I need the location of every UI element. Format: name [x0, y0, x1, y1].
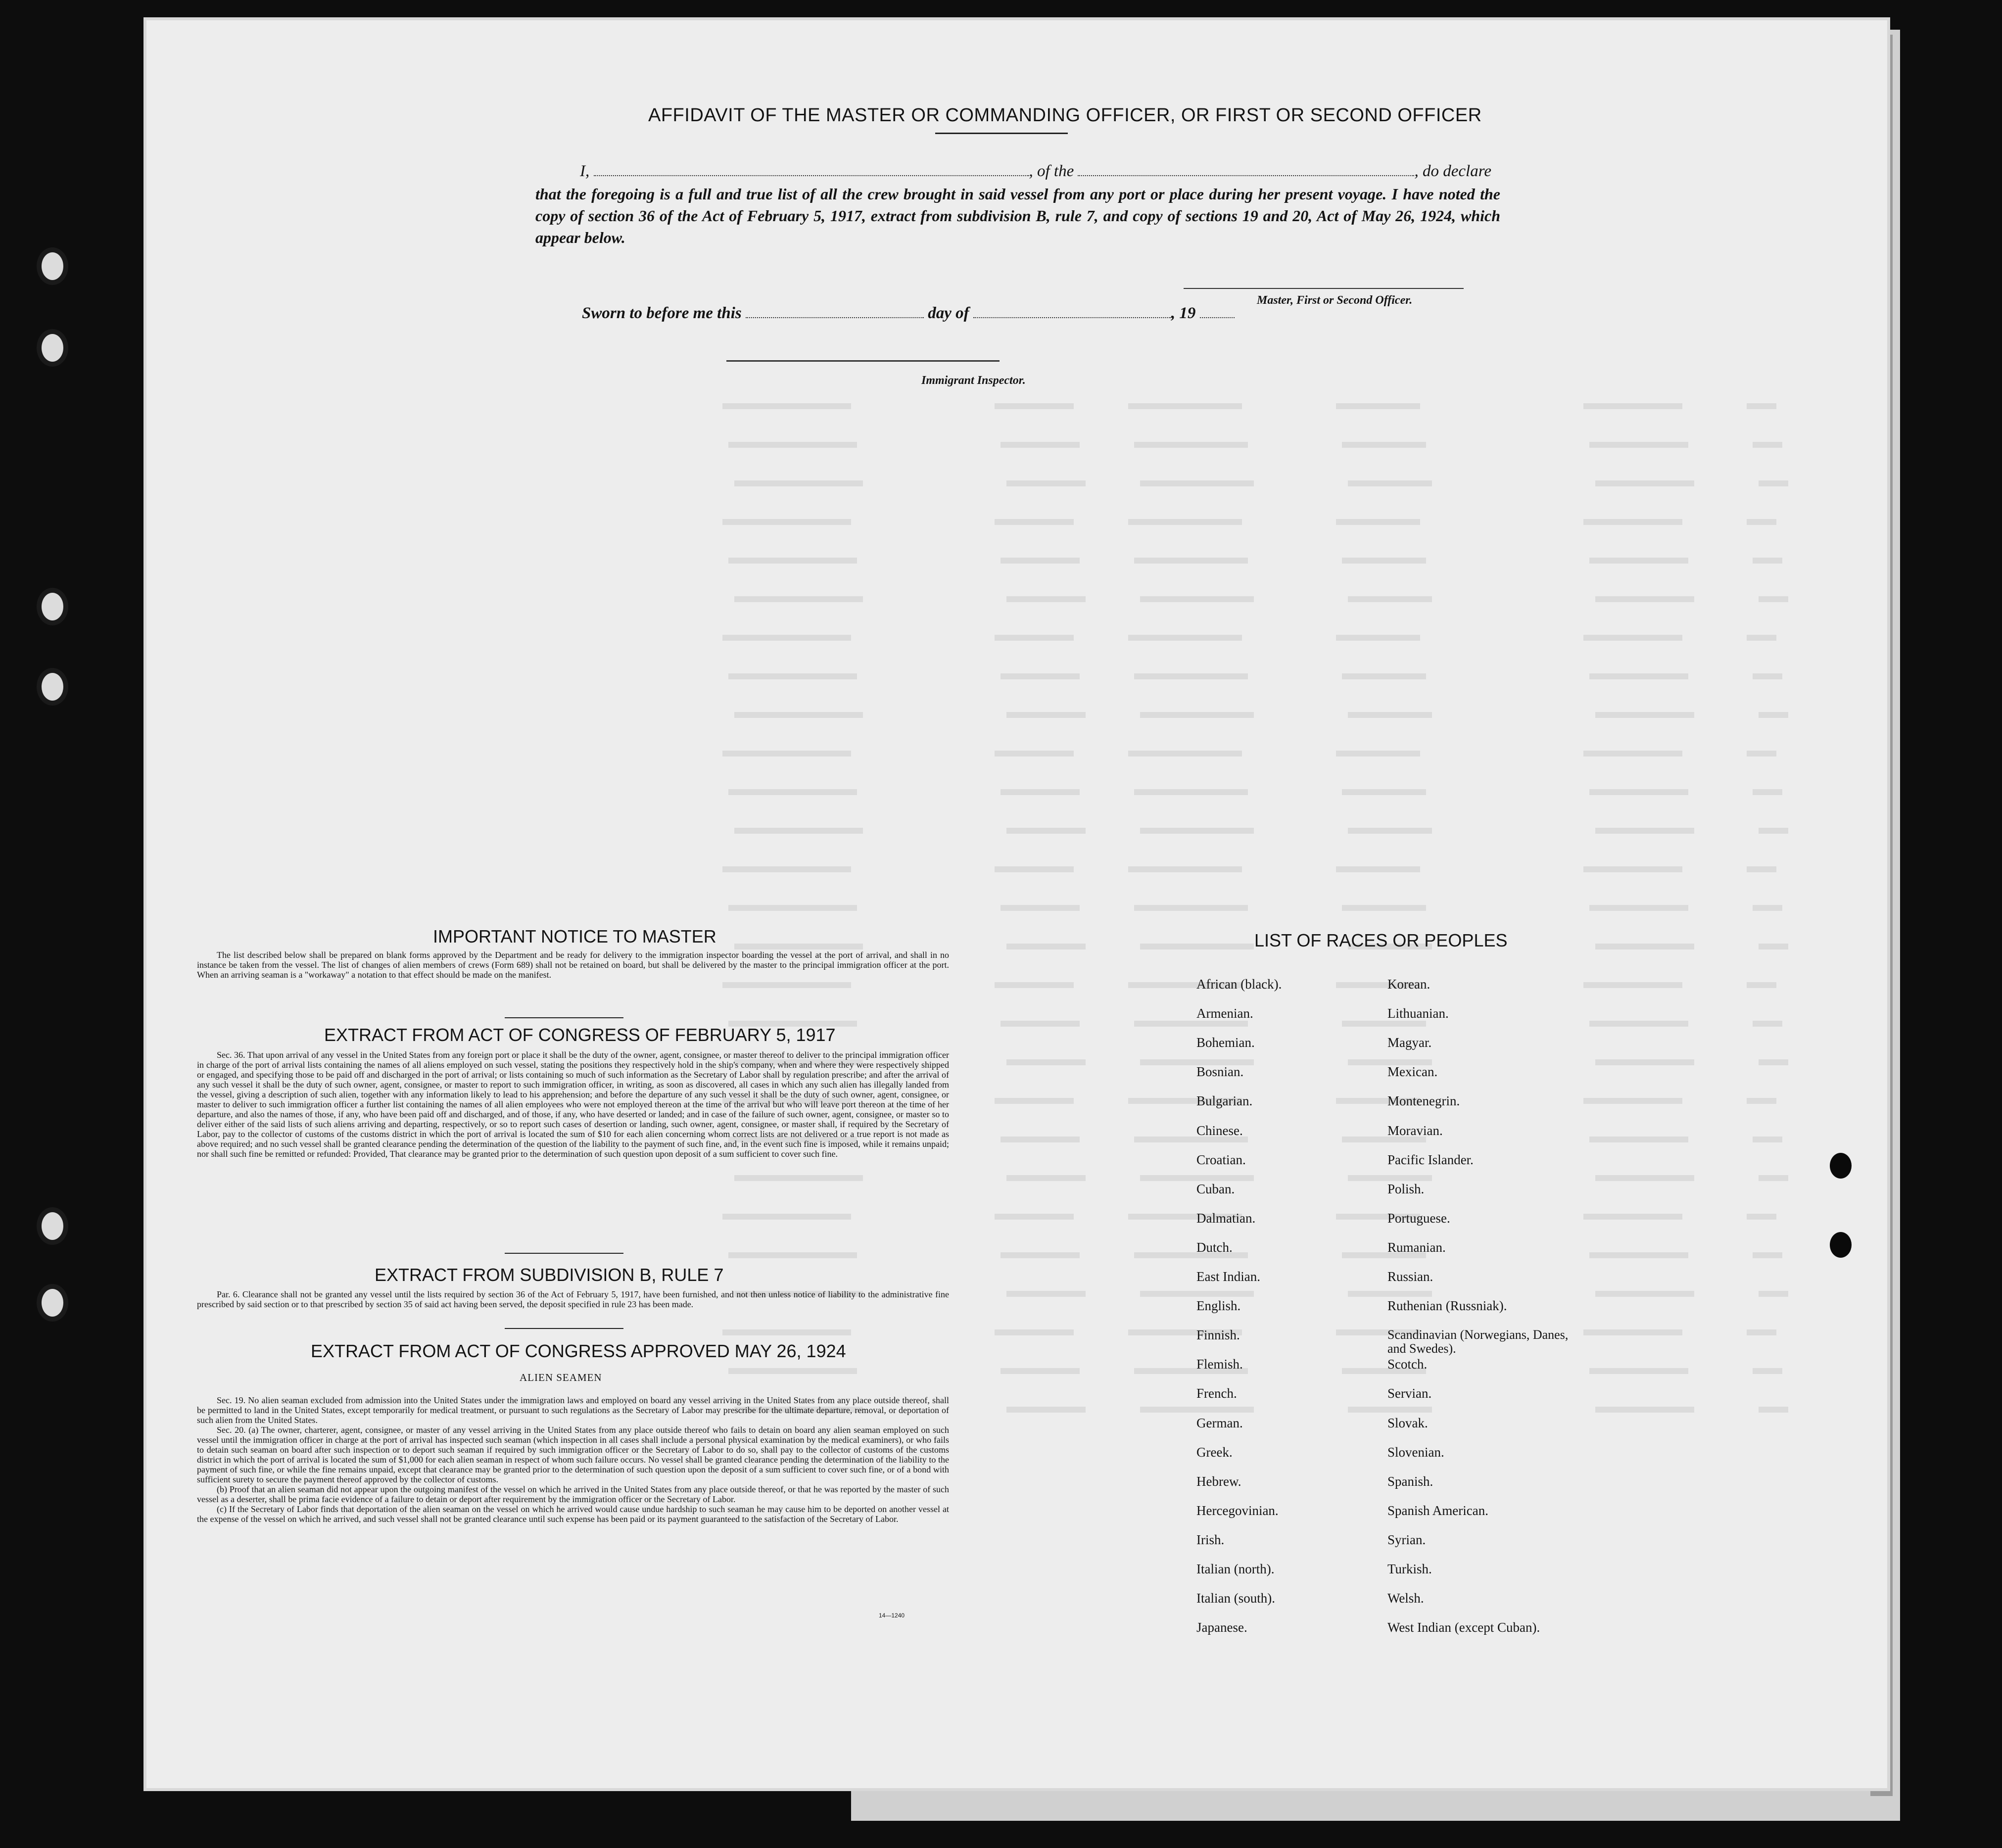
bleed-through-mark: [1336, 635, 1420, 641]
bleed-through-mark: [1348, 712, 1432, 718]
bleed-through-mark: [995, 1214, 1074, 1220]
binder-hole: [37, 1207, 68, 1245]
race-item: Scandinavian (Norwegians, Danes, and Swedes).: [1387, 1327, 1569, 1356]
race-item: Spanish American.: [1387, 1503, 1488, 1518]
bleed-through-mark: [722, 982, 851, 988]
form-number: 14—1240: [879, 1612, 905, 1619]
bleed-through-mark: [1753, 1368, 1782, 1374]
bleed-through-mark: [1747, 866, 1776, 872]
bleed-through-mark: [728, 558, 857, 564]
affidavit-title: AFFIDAVIT OF THE MASTER OR COMMANDING OFFICER, OR FIRST OR SECOND OFFICER: [648, 105, 1482, 126]
bleed-through-mark: [1747, 1214, 1776, 1220]
bleed-through-mark: [1001, 558, 1080, 564]
race-item: Montenegrin.: [1387, 1093, 1460, 1109]
bleed-through-mark: [1128, 635, 1242, 641]
race-item: Welsh.: [1387, 1591, 1424, 1606]
bleed-through-mark: [1753, 1137, 1782, 1142]
bleed-through-mark: [1753, 673, 1782, 679]
bleed-through-mark: [1595, 1175, 1694, 1181]
race-item: Cuban.: [1196, 1181, 1235, 1196]
race-item: German.: [1196, 1415, 1243, 1430]
bleed-through-mark: [1342, 442, 1426, 448]
bleed-through-mark: [1006, 1407, 1086, 1413]
bleed-through-mark: [722, 751, 851, 757]
sec-20c-paragraph: (c) If the Secretary of Labor finds that deportation of the alien seaman on the vessel on which he arrived would cause undue hardship to such seaman he may cause him to be deported on another vessel at the expense of the vessel on which he arrived, and such vessel shall not be granted clearance until such expense has been paid or its payment guaranteed to the satisfaction of the Secretary of Labor.: [197, 1504, 949, 1524]
bleed-through-mark: [1140, 1291, 1254, 1297]
bleed-through-mark: [995, 519, 1074, 525]
declaration-declare: , do declare: [1414, 162, 1491, 180]
bleed-through-mark: [1747, 403, 1776, 409]
bleed-through-mark: [734, 828, 863, 834]
bleed-through-mark: [1128, 866, 1242, 872]
extract-1917-text: [197, 1050, 949, 1159]
bleed-through-mark: [1001, 905, 1080, 911]
binder-hole: [37, 329, 68, 367]
bleed-through-mark: [734, 712, 863, 718]
bleed-through-mark: [728, 905, 857, 911]
binder-hole: [37, 247, 68, 285]
extract-1917-rule: [505, 1017, 623, 1018]
race-item: Hercegovinian.: [1196, 1503, 1279, 1518]
bleed-through-mark: [1589, 558, 1688, 564]
bleed-through-mark: [1336, 866, 1420, 872]
signature-label: Master, First or Second Officer.: [1257, 294, 1413, 307]
bleed-through-mark: [1583, 1214, 1682, 1220]
bleed-through-mark: [1006, 712, 1086, 718]
races-title: LIST OF RACES OR PEOPLES: [1254, 930, 1508, 950]
bleed-through-mark: [1348, 596, 1432, 602]
month-blank[interactable]: [973, 317, 1171, 318]
bleed-through-mark: [1589, 1137, 1688, 1142]
bleed-through-mark: [1759, 1407, 1788, 1413]
bleed-through-mark: [995, 982, 1074, 988]
document-page: [143, 17, 1890, 1791]
declaration-of-the: , of the: [1029, 162, 1074, 180]
bleed-through-mark: [728, 1368, 857, 1374]
race-item: Ruthenian (Russniak).: [1387, 1298, 1507, 1314]
par-6-paragraph: Par. 6. Clearance shall not be granted any vessel until the lists required by section 36 of the Act of February 5, 1917, have been furnished, and not then unless notice of liability to the administrative fine prescribed by said section or to that prescribed by section 35 of said act having been served, the deposit specified in rule 23 has been made.: [197, 1289, 949, 1309]
bleed-through-mark: [1128, 751, 1242, 757]
race-item: West Indian (except Cuban).: [1387, 1620, 1540, 1635]
race-item: East Indian.: [1196, 1269, 1260, 1284]
race-item: Bulgarian.: [1196, 1093, 1253, 1109]
race-item: Spanish.: [1387, 1473, 1433, 1489]
bleed-through-mark: [995, 635, 1074, 641]
bleed-through-mark: [1753, 1021, 1782, 1027]
extract-rule-7-title: EXTRACT FROM SUBDIVISION B, RULE 7: [375, 1265, 724, 1285]
bleed-through-mark: [1595, 1291, 1694, 1297]
race-item: Bosnian.: [1196, 1064, 1244, 1080]
bleed-through-mark: [1006, 1291, 1086, 1297]
bleed-through-mark: [1342, 1021, 1426, 1027]
race-item: English.: [1196, 1298, 1241, 1314]
bleed-through-mark: [734, 1175, 863, 1181]
bleed-through-mark: [995, 751, 1074, 757]
bleed-through-mark: [1006, 828, 1086, 834]
bleed-through-mark: [1583, 1329, 1682, 1335]
bleed-through-mark: [734, 596, 863, 602]
bleed-through-mark: [1001, 1021, 1080, 1027]
bleed-through-mark: [1759, 1175, 1788, 1181]
bleed-through-mark: [1583, 519, 1682, 525]
bleed-through-mark: [1583, 1098, 1682, 1104]
race-item: Moravian.: [1387, 1123, 1443, 1138]
bleed-through-mark: [1747, 519, 1776, 525]
bleed-through-mark: [1589, 1252, 1688, 1258]
race-item: Russian.: [1387, 1269, 1433, 1284]
bleed-through-mark: [1006, 1175, 1086, 1181]
bleed-through-mark: [1589, 1021, 1688, 1027]
bleed-through-mark: [1001, 1368, 1080, 1374]
bleed-through-mark: [1583, 635, 1682, 641]
race-item: Korean.: [1387, 977, 1430, 992]
declaration-text: that the foregoing is a full and true list of all the crew brought in said vessel from any port or place during her present voyage. I have noted the copy of section 36 of the Act of February 5, 1917, extract from subdivision B, rule 7, and copy of sections 19 and 20, Act of May 26, 1924, which appear below.: [535, 185, 1500, 246]
bleed-through-mark: [1134, 442, 1248, 448]
inspector-label: Immigrant Inspector.: [921, 374, 1026, 387]
bleed-through-mark: [1753, 1252, 1782, 1258]
bleed-through-mark: [1747, 635, 1776, 641]
race-item: Greek.: [1196, 1444, 1233, 1460]
inspector-signature-line[interactable]: [726, 360, 1000, 362]
race-item: French.: [1196, 1386, 1237, 1401]
bleed-through-mark: [1001, 442, 1080, 448]
race-item: Rumanian.: [1387, 1239, 1446, 1255]
race-item: Armenian.: [1196, 1006, 1253, 1021]
bleed-through-mark: [1747, 1098, 1776, 1104]
bleed-through-mark: [1753, 905, 1782, 911]
sworn-text: Sworn to before me this: [582, 304, 742, 322]
bleed-through-mark: [1348, 828, 1432, 834]
bleed-through-mark: [1595, 828, 1694, 834]
bleed-through-mark: [728, 442, 857, 448]
race-item: Chinese.: [1196, 1123, 1243, 1138]
bleed-through-mark: [734, 944, 863, 949]
extract-1924-rule: [505, 1328, 623, 1329]
bleed-through-mark: [1342, 673, 1426, 679]
bleed-through-mark: [1336, 403, 1420, 409]
bleed-through-mark: [1747, 982, 1776, 988]
race-item: Bohemian.: [1196, 1035, 1255, 1050]
bleed-through-mark: [1001, 1137, 1080, 1142]
binder-hole: [37, 668, 68, 706]
bleed-through-mark: [1589, 789, 1688, 795]
bleed-through-mark: [1759, 828, 1788, 834]
race-item: Slovenian.: [1387, 1444, 1444, 1460]
rule-7-rule: [505, 1253, 623, 1254]
bleed-through-mark: [1140, 828, 1254, 834]
race-item: Dalmatian.: [1196, 1210, 1256, 1226]
bleed-through-mark: [1134, 905, 1248, 911]
sec-20b-paragraph: (b) Proof that an alien seaman did not appear upon the outgoing manifest of the vessel on which he arrived in the United States from any place outside thereof, or that he was reported by the master of such vessel as a deserter, shall be prima facie evidence of a failure to detain or deport after requirement by the immigration officer or the Secretary of Labor.: [197, 1484, 949, 1504]
race-item: Dutch.: [1196, 1239, 1233, 1255]
bleed-through-mark: [1128, 519, 1242, 525]
bleed-through-mark: [1342, 558, 1426, 564]
bleed-through-mark: [995, 866, 1074, 872]
bleed-through-mark: [1348, 480, 1432, 486]
sec-19-paragraph: Sec. 19. No alien seaman excluded from admission into the United States under the immigration laws and employed on board any vessel arriving in the United States from any place outside thereof, shall be permitted to land in the United States, except temporarily for medical treatment, or pursuant to such regulations as the Secretary of Labor may prescribe for the ultimate departure, removal, or deportation of such alien from the United States.: [197, 1395, 949, 1425]
race-item: Pacific Islander.: [1387, 1152, 1474, 1167]
bleed-through-mark: [1595, 596, 1694, 602]
bleed-through-mark: [1006, 1059, 1086, 1065]
race-item: Mexican.: [1387, 1064, 1438, 1080]
binder-hole: [1830, 1153, 1852, 1179]
bleed-through-mark: [722, 635, 851, 641]
bleed-through-mark: [722, 1214, 851, 1220]
bleed-through-mark: [1589, 1368, 1688, 1374]
extract-1917-title: EXTRACT FROM ACT OF CONGRESS OF FEBRUARY 5, 1917: [324, 1025, 836, 1045]
bleed-through-mark: [1595, 944, 1694, 949]
bleed-through-mark: [722, 866, 851, 872]
race-item: Polish.: [1387, 1181, 1425, 1196]
bleed-through-mark: [1140, 596, 1254, 602]
bleed-through-mark: [1006, 596, 1086, 602]
race-item: Italian (north).: [1196, 1562, 1275, 1576]
bleed-through-mark: [1140, 480, 1254, 486]
bleed-through-mark: [1140, 1407, 1254, 1413]
signature-line[interactable]: [1184, 288, 1464, 289]
bleed-through-mark: [1583, 403, 1682, 409]
bleed-through-mark: [1583, 982, 1682, 988]
bleed-through-mark: [1759, 1059, 1788, 1065]
year-prefix: , 19: [1171, 304, 1196, 322]
bleed-through-mark: [1759, 944, 1788, 949]
declaration-line: [580, 162, 1491, 181]
bleed-through-mark: [1348, 1291, 1432, 1297]
bleed-through-mark: [1348, 1175, 1432, 1181]
bleed-through-mark: [1583, 751, 1682, 757]
race-item: Italian (south).: [1196, 1591, 1275, 1606]
bleed-through-mark: [1134, 673, 1248, 679]
race-item: Scotch.: [1387, 1357, 1428, 1372]
race-item: Portuguese.: [1387, 1210, 1450, 1226]
bleed-through-mark: [1336, 751, 1420, 757]
bleed-through-mark: [722, 403, 851, 409]
race-item: African (black).: [1196, 977, 1282, 992]
race-item: Flemish.: [1196, 1357, 1243, 1372]
sec-20a-paragraph: Sec. 20. (a) The owner, charterer, agent, consignee, or master of any vessel arriving in the United States from any place outside thereof who fails to detain on board any alien seaman employed on such vessel until the immigration officer in charge at the port of arrival has inspected such seaman (which inspection in all cases shall include a personal physical examination by the medical examiners), or who fails to detain such seaman on board after such inspection or to deport such seaman if required by such immigration officer or the Secretary of Labor to do so, shall pay to the collector of customs of the customs district in which the port of arrival is located the sum of $1,000 for each alien seaman in respect of whom such failure occurs. No vessel shall be granted clearance pending the determination of the liability to the payment of such fine, or while the fine remains unpaid, except that clearance may be granted prior to the determination of such question upon the deposit of a sum sufficient to cover such fine, or of a bond with sufficient surety to secure the payment thereof approved by the collector of customs.: [197, 1425, 949, 1484]
bleed-through-mark: [1128, 403, 1242, 409]
extract-1924-title: EXTRACT FROM ACT OF CONGRESS APPROVED MAY 26, 1924: [311, 1341, 846, 1361]
bleed-through-mark: [1589, 442, 1688, 448]
bleed-through-mark: [728, 789, 857, 795]
declaration-i: I,: [580, 162, 590, 180]
bleed-through-mark: [1595, 1059, 1694, 1065]
bleed-through-mark: [1134, 789, 1248, 795]
bleed-through-mark: [1134, 1021, 1248, 1027]
bleed-through-mark: [1001, 1252, 1080, 1258]
bleed-through-mark: [734, 480, 863, 486]
bleed-through-mark: [1747, 1329, 1776, 1335]
vessel-blank[interactable]: [1078, 175, 1414, 176]
bleed-through-mark: [1140, 944, 1254, 949]
bleed-through-mark: [1759, 1291, 1788, 1297]
name-blank[interactable]: [594, 175, 1029, 176]
year-blank[interactable]: [1200, 317, 1235, 318]
bleed-through-mark: [728, 1252, 857, 1258]
bleed-through-mark: [1006, 944, 1086, 949]
bleed-through-mark: [1595, 480, 1694, 486]
race-item: Croatian.: [1196, 1152, 1246, 1167]
race-item: Slovak.: [1387, 1415, 1428, 1430]
bleed-through-mark: [1001, 673, 1080, 679]
bleed-through-mark: [995, 403, 1074, 409]
bleed-through-mark: [1589, 905, 1688, 911]
bleed-through-mark: [1759, 480, 1788, 486]
bleed-through-mark: [995, 1098, 1074, 1104]
sec-36-paragraph: Sec. 36. That upon arrival of any vessel in the United States from any foreign port or place it shall be the duty of the owner, agent, consignee, or master thereof to deliver to the principal immigration officer in charge of the port of arrival lists containing the names of all aliens employed on such vessel, stating the positions they respectively hold in the ship's company, when and where they were respectively shipped or engaged, and specifying those to be paid off and discharged in the port of arrival; or lists containing so much of such information as the Secretary of Labor shall by regulation prescribe; and after the arrival of any such vessel it shall be the duty of such owner, agent, consignee, or master to report to such immigration officer, in writing, as soon as discovered, all cases in which any such alien has illegally landed from the vessel, giving a description of such alien, together with any information likely to lead to his apprehension; and before the departure of any such vessel it shall be the duty of such owner, agent, consignee, or master to deliver to such immigration officer a further list containing the names of all alien employees who were not employed thereon at the time of the arrival but who will leave port thereon at the time of her departure, and also the names of those, if any, who have been paid off and discharged, and of those, if any, who have deserted or landed; and in case of the failure of such owner, agent, consignee, or master so to deliver either of the said lists of such aliens arriving and departing, respectively, or so to report such cases of desertion or landing, such owner, agent, consignee, or master shall, if required by the Secretary of Labor, pay to the collector of customs of the customs district in which the port of arrival is located the sum of $10 for each alien concerning whom correct lists are not delivered or a true report is not made as above required; and no such vessel shall be granted clearance pending the determination of the question of the liability to the payment of such fine, and, in the event such fine is imposed, while it remains unpaid; nor shall such fine be remitted or refunded: Provided, That clearance may be granted prior to the determination of such question upon deposit of a sum sufficient to cover such fine.: [197, 1050, 949, 1159]
extract-1924-text: [197, 1395, 949, 1524]
bleed-through-mark: [995, 1329, 1074, 1335]
bleed-through-mark: [1348, 1407, 1432, 1413]
bleed-through-mark: [1006, 480, 1086, 486]
extract-rule-7-text: [197, 1289, 949, 1309]
race-item: Lithuanian.: [1387, 1006, 1449, 1021]
bleed-through-mark: [1759, 596, 1788, 602]
bleed-through-mark: [1595, 712, 1694, 718]
title-rule: [935, 133, 1068, 134]
bleed-through-mark: [1753, 558, 1782, 564]
bleed-through-mark: [1342, 789, 1426, 795]
binder-hole: [37, 1284, 68, 1322]
bleed-through-mark: [1342, 905, 1426, 911]
race-item: Hebrew.: [1196, 1473, 1241, 1489]
bleed-through-mark: [1140, 1175, 1254, 1181]
bleed-through-mark: [1589, 673, 1688, 679]
notice-paragraph: The list described below shall be prepared on blank forms approved by the Department and be ready for delivery to the immigration inspector boarding the vessel at the port of arrival, and shall in no instance be taken from the vessel. The list of changes of alien members of crews (Form 689) shall not be retained on board, but shall be delivered by the master to the principal immigration officer at the port. When an arriving seaman is a "workaway" a notation to that effect should be made on the manifest.: [197, 950, 949, 980]
bleed-through-mark: [1583, 866, 1682, 872]
bleed-through-mark: [1747, 751, 1776, 757]
notice-title: IMPORTANT NOTICE TO MASTER: [433, 926, 716, 947]
binder-hole: [1830, 1232, 1852, 1258]
bleed-through-mark: [1336, 519, 1420, 525]
bleed-through-mark: [728, 673, 857, 679]
race-item: Finnish.: [1196, 1327, 1240, 1343]
binder-hole: [37, 588, 68, 625]
race-item: Magyar.: [1387, 1035, 1432, 1050]
alien-seamen-subtitle: ALIEN SEAMEN: [520, 1372, 602, 1383]
day-blank[interactable]: [746, 317, 924, 318]
race-item: Syrian.: [1387, 1532, 1426, 1547]
notice-text: [197, 950, 949, 980]
race-item: Turkish.: [1387, 1562, 1432, 1576]
race-item: Irish.: [1196, 1532, 1225, 1547]
sworn-line: [582, 304, 1235, 323]
bleed-through-mark: [1753, 442, 1782, 448]
bleed-through-mark: [722, 1329, 851, 1335]
bleed-through-mark: [1759, 712, 1788, 718]
bleed-through-mark: [1595, 1407, 1694, 1413]
bleed-through-mark: [722, 519, 851, 525]
bleed-through-mark: [1134, 558, 1248, 564]
race-item: Japanese.: [1196, 1620, 1247, 1635]
day-of-text: day of: [928, 304, 969, 322]
bleed-through-mark: [1140, 712, 1254, 718]
bleed-through-mark: [1753, 789, 1782, 795]
bleed-through-mark: [1001, 789, 1080, 795]
race-item: Servian.: [1387, 1386, 1432, 1401]
